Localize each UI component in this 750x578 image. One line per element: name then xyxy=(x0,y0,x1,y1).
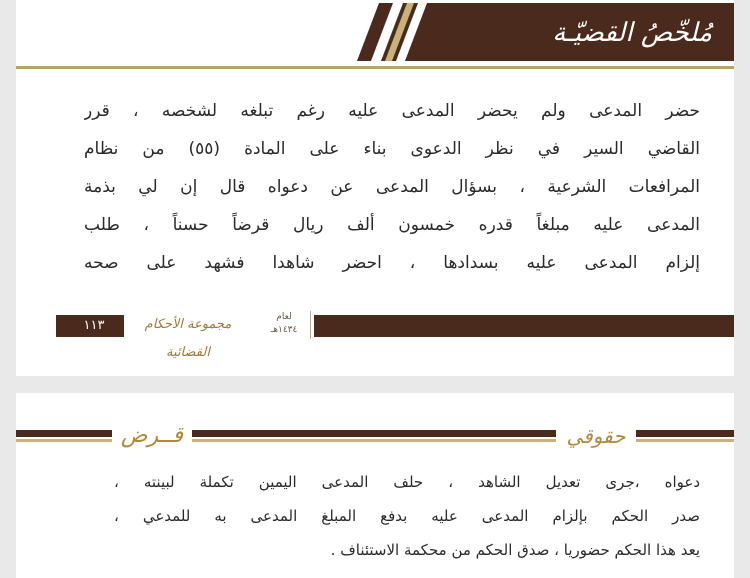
paragraph-line: المرافعات الشرعية ، بسؤال المدعى عن دعواه قال إن لي بذمة xyxy=(84,177,700,197)
paragraph-line: يعد هذا الحكم حضوريا ، صدق الحكم من محكمة الاستئناف . xyxy=(330,541,700,559)
header-rule xyxy=(16,66,734,69)
paragraph-line: المدعى عليه مبلغاً قدره خمسون ألف ريال قرضاً حسناً ، طلب xyxy=(84,215,700,235)
summary-paragraph xyxy=(84,92,700,282)
paragraph-line: القاضي السير في نظر الدعوى بناء على المادة (٥٥) من نظام xyxy=(84,139,700,159)
year-label xyxy=(258,311,311,339)
page-title: مُلخّصُ القضيّـة xyxy=(552,18,712,48)
footer-bar-main xyxy=(312,315,734,337)
continuation-card xyxy=(16,393,734,578)
page-number: ١١٣ xyxy=(68,315,120,337)
paragraph-line: صدر الحكم بإلزام المدعى عليه بدفع المبلغ المدعى به للمدعي ، xyxy=(114,507,700,525)
section-label-category: حقوقي xyxy=(556,419,636,453)
summary-card xyxy=(16,0,734,376)
logo-title: مجموعة الأحكام القضائية xyxy=(144,317,232,360)
year-value: ١٤٣٤هـ xyxy=(270,325,298,335)
paragraph-line: إلزام المدعى عليه بسدادها ، احضر شاهدا فشهد على صحه xyxy=(84,253,700,273)
section-label-topic: قــرض xyxy=(112,419,192,453)
paragraph-line: دعواه ،جرى تعديل الشاهد ، حلف المدعى اليمين تكملة لبينته ، xyxy=(114,473,700,491)
paragraph-line: حضر المدعى ولم يحضر المدعى عليه رغم تبلغه لشخصه ، قرر xyxy=(84,101,700,121)
year-word: لعام xyxy=(276,312,292,322)
continuation-paragraph xyxy=(114,465,700,567)
collection-logo xyxy=(124,308,314,360)
